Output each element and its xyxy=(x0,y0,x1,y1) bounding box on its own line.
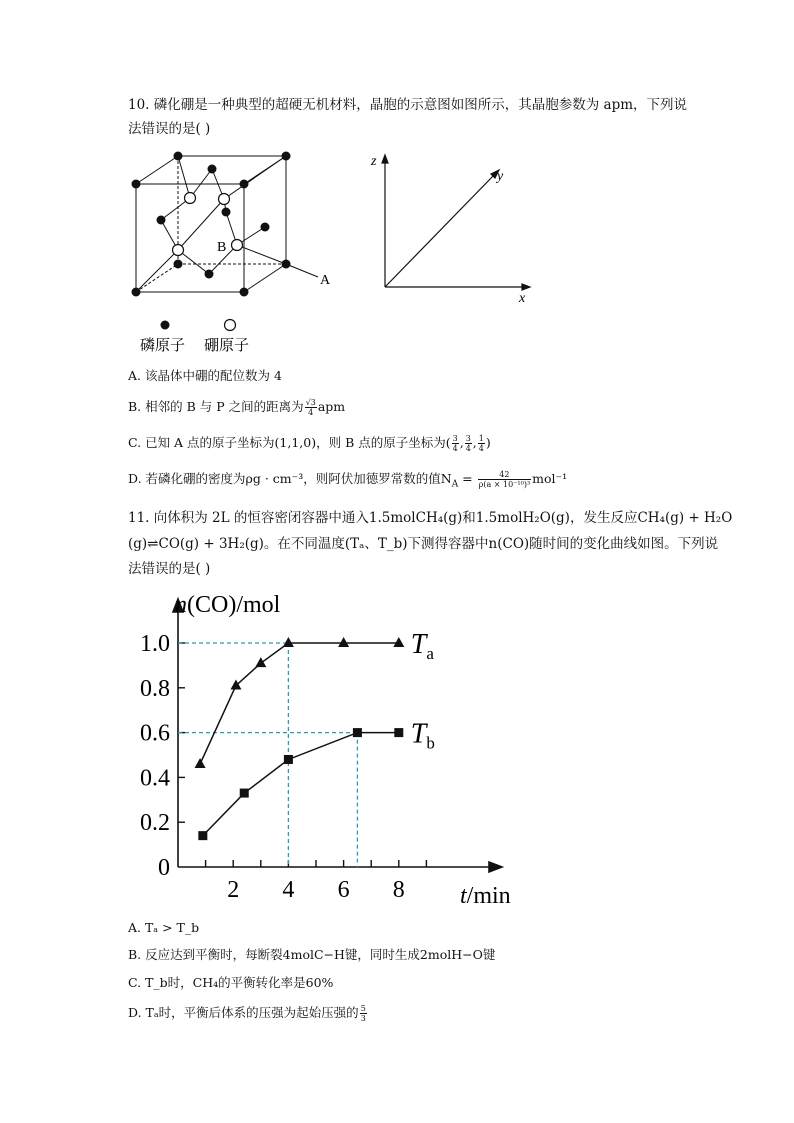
axis-x-label: x xyxy=(519,291,526,305)
x-tick-label: 2 xyxy=(227,877,240,903)
series-label-ta: $T_a$ xyxy=(410,629,434,663)
q11-option-c: C. T_b时，CH₄的平衡转化率是60% xyxy=(128,975,334,990)
series-line-ta xyxy=(200,643,399,764)
y-tick-label: 0 xyxy=(158,855,170,881)
q10-option-c: C. 已知 A 点的原子坐标为(1,1,0)，则 B 点的原子坐标为( $\frac{3}{4}$ , $\frac{3}{4}$ , $\frac{1}{4}$ ) xyxy=(128,434,491,453)
point-ta xyxy=(255,657,266,667)
q10-stem-line2: 法错误的是( ) xyxy=(128,121,211,137)
point-ta xyxy=(230,680,241,690)
y-tick-label: 0.2 xyxy=(140,810,170,837)
point-tb xyxy=(394,728,403,737)
nco-time-chart xyxy=(120,585,540,910)
y-tick-label: 0.8 xyxy=(140,675,170,702)
boron-atoms xyxy=(173,193,243,256)
axis-z-label: z xyxy=(371,154,377,169)
q10-option-a: A. 该晶体中硼的配位数为 4 xyxy=(128,368,282,383)
chart-axes xyxy=(173,599,502,872)
q11-stem-line2: (g)⇌CO(g) + 3H₂(g)。在不同温度(Tₐ、T_b)下测得容器中n(CO)随时间的变化曲线如图。下列说 xyxy=(128,536,719,552)
point-tb xyxy=(284,755,293,764)
x-tick-label: 6 xyxy=(337,877,350,903)
point-tb xyxy=(198,831,207,840)
x-tick-label: 4 xyxy=(282,877,295,903)
q11-option-b: B. 反应达到平衡时，每断裂4molC−H键，同时生成2molH−O键 xyxy=(128,947,496,962)
q10-stem-line1: 10. 磷化硼是一种典型的超硬无机材料，晶胞的示意图如图所示，其晶胞参数为 apm，下列说 xyxy=(128,97,688,113)
x-tick-label: 8 xyxy=(392,877,405,903)
point-ta xyxy=(195,758,206,768)
series-label-tb: $T_b$ xyxy=(410,718,435,753)
point-ta xyxy=(283,637,294,647)
y-tick-label: 0.4 xyxy=(140,765,170,792)
q10-option-d: D. 若磷化硼的密度为ρg · cm⁻³，则阿伏加德罗常数的值$N_A$ = $\frac{42}{\text{ρ(a × 10⁻¹⁰)³}}$ mol⁻¹ xyxy=(128,470,568,490)
axes-figure xyxy=(365,150,540,305)
legend-boron: 硼原子 xyxy=(204,338,250,354)
crystal-cell-figure xyxy=(120,145,350,360)
point-ta xyxy=(338,637,349,647)
q11-option-d: D. Tₐ时，平衡后体系的压强为起始压强的 $\frac{5}{3}$ xyxy=(128,1004,366,1023)
axis-y-label: y xyxy=(497,169,504,184)
label-B: B xyxy=(217,240,227,255)
series-line-tb xyxy=(203,733,399,836)
x-axis-title: t/min xyxy=(460,883,511,909)
q11-option-a: A. Tₐ > T_b xyxy=(128,920,200,935)
point-ta xyxy=(393,637,404,647)
y-tick-label: 0.6 xyxy=(140,720,170,747)
q11-stem-line3: 法错误的是( ) xyxy=(128,561,211,577)
phosphorus-atoms xyxy=(132,152,291,297)
legend-phosphorus: 磷原子 xyxy=(140,338,186,354)
q10-option-b: B. 相邻的 B 与 P 之间的距离为 $\frac{√3}{4}$ apm xyxy=(128,398,346,417)
y-axis-title: n(CO)/mol xyxy=(175,592,281,618)
q11-stem-line1: 11. 向体积为 2L 的恒容密闭容器中通入1.5molCH₄(g)和1.5molH₂O(g)，发生反应CH₄(g) + H₂O xyxy=(128,510,733,526)
point-tb xyxy=(353,728,362,737)
label-A: A xyxy=(320,273,331,288)
y-tick-label: 1.0 xyxy=(140,631,170,657)
point-tb xyxy=(240,789,249,798)
